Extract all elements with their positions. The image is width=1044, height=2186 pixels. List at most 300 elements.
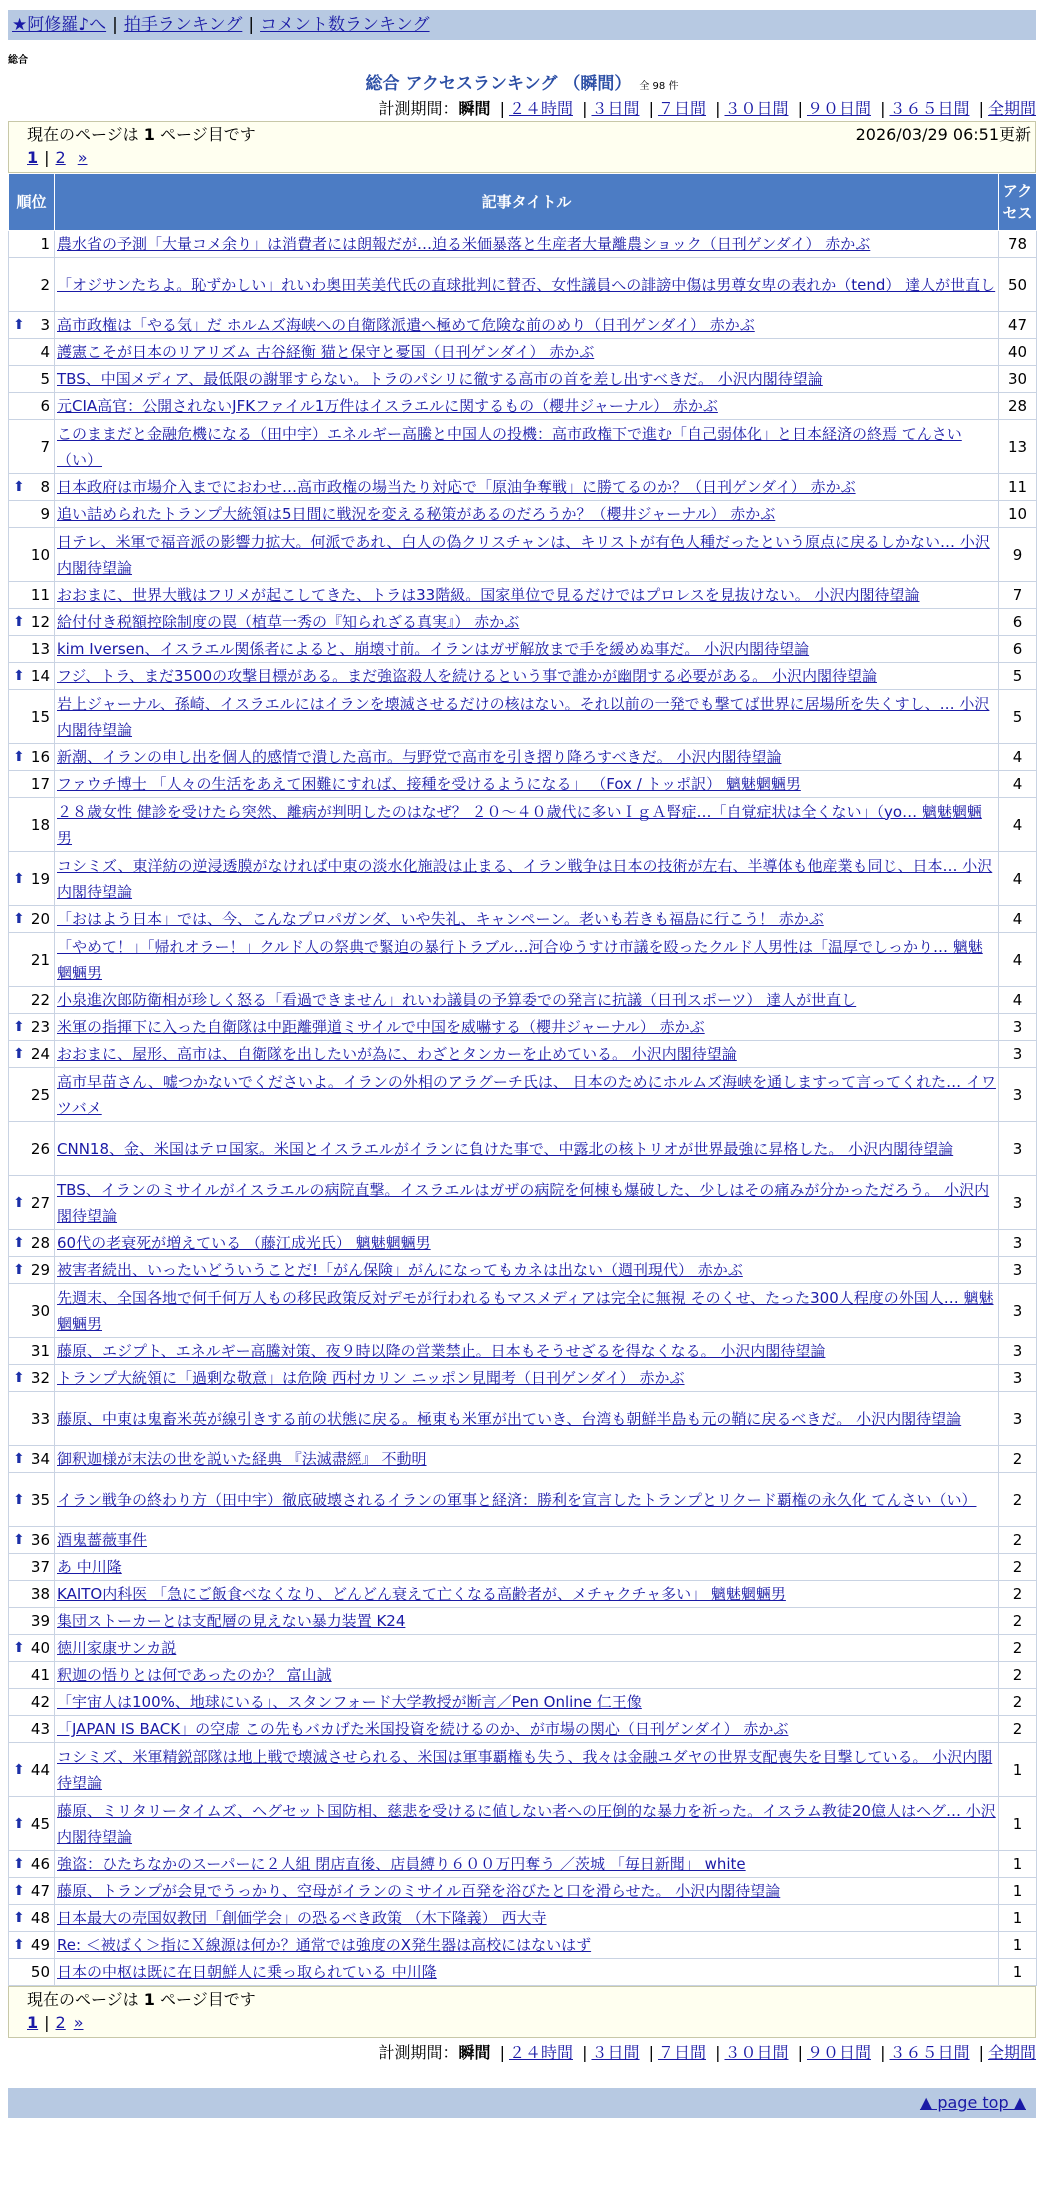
table-row <box>9 987 1037 1014</box>
up-arrow-icon: ⬆ <box>13 1451 25 1467</box>
access-count: 1 <box>999 1797 1037 1851</box>
rank-number: 30 <box>30 1301 50 1320</box>
article-title-link[interactable]: 被害者続出、いったいどういうことだ!「がん保険」がんになってもカネは出ない（週刊現代） 赤かぶ <box>57 1261 743 1279</box>
table-row <box>9 609 1037 636</box>
rank-number: 13 <box>30 640 50 658</box>
up-arrow-icon: ⬆ <box>13 1937 25 1953</box>
rank-cell <box>9 690 55 744</box>
article-title-link[interactable]: 徳川家康サンカ説 <box>57 1639 177 1657</box>
rank-number: 17 <box>30 775 50 793</box>
page-link-current-bottom[interactable]: 1 <box>27 2013 39 2032</box>
title-cell <box>55 582 999 609</box>
table-row <box>9 1581 1037 1608</box>
page-status: 現在のページは 1 ページ目です <box>27 125 256 144</box>
title-cell <box>55 1014 999 1041</box>
table-row <box>9 1176 1037 1230</box>
up-arrow-icon: ⬆ <box>13 1019 25 1035</box>
article-title-link[interactable]: 酒鬼薔薇事件 <box>57 1531 148 1549</box>
rank-cell <box>9 1446 55 1473</box>
title-cell <box>55 1284 999 1338</box>
rank-number: 26 <box>30 1139 50 1158</box>
title-cell <box>55 1581 999 1608</box>
table-row <box>9 1365 1037 1392</box>
period-link-all[interactable]: 全期間 <box>987 99 1036 118</box>
article-title-link[interactable]: おおまに、屋形、高市は、自衛隊を出したいが為に、わざとタンカーを止めている。 小沢内閣待望論 <box>57 1045 737 1063</box>
access-count: 5 <box>999 663 1037 690</box>
rank-cell <box>9 1905 55 1932</box>
category-label: 総合 <box>8 55 28 66</box>
access-count: 1 <box>999 1743 1037 1797</box>
rank-number: 40 <box>30 1639 50 1657</box>
table-row <box>9 1230 1037 1257</box>
rank-cell <box>9 771 55 798</box>
rank-cell <box>9 393 55 420</box>
period-selector-bottom: 計測期間：瞬間 | ２４時間 | ３日間 | ７日間 | ３０日間 | ９０日間 | ３６５日間 | 全期間 <box>378 2043 1036 2062</box>
access-count: 2 <box>999 1554 1037 1581</box>
access-count: 3 <box>999 1392 1037 1446</box>
access-count: 3 <box>999 1041 1037 1068</box>
total-count: 全 98 件 <box>639 81 679 92</box>
rank-cell <box>9 987 55 1014</box>
title-cell <box>55 1473 999 1527</box>
table-row <box>9 771 1037 798</box>
access-count: 2 <box>999 1581 1037 1608</box>
up-arrow-icon: ⬆ <box>13 1194 25 1211</box>
table-row <box>9 1851 1037 1878</box>
rank-number: 29 <box>30 1261 50 1279</box>
period-link-3d[interactable]: ３日間 <box>591 99 640 118</box>
rank-number: 4 <box>40 343 50 361</box>
rank-cell <box>9 1176 55 1230</box>
article-title-link[interactable]: CNN18、金、米国はテロ国家。米国とイスラエルがイランに負けた事で、中露北の核トリオが世界最強に昇格した。 小沢内閣待望論 <box>57 1139 954 1158</box>
article-title-link[interactable]: TBS、中国メディア、最低限の謝罪すらない。トラのパシリに徹する高市の首を差し出すべきだ。 小沢内閣待望論 <box>57 370 823 388</box>
rank-number: 14 <box>30 667 50 685</box>
access-count: 2 <box>999 1527 1037 1554</box>
title-cell <box>55 393 999 420</box>
article-title-link[interactable]: 岩上ジャーナル、孫崎、イスラエルにはイランを壊滅させるだけの核はない。それ以前の一発でも撃てば世界に居場所を失くすし、… 小沢内閣待望論 <box>57 694 990 739</box>
page-link-current[interactable]: 1 <box>27 148 39 167</box>
article-title-link[interactable]: 集団ストーカーとは支配層の見えない暴力装置 K24 <box>57 1612 406 1630</box>
title-cell <box>55 1797 999 1851</box>
rank-number: 19 <box>30 869 50 888</box>
title-cell <box>55 663 999 690</box>
access-count: 3 <box>999 1014 1037 1041</box>
rank-cell <box>9 231 55 258</box>
access-count: 3 <box>999 1257 1037 1284</box>
period-label: 計測期間： <box>378 99 459 118</box>
article-title-link[interactable]: 「おはよう日本」では、今、こんなプロパガンダ、いや失礼、キャンペーン。老いも若きも福島に行こう！ 赤かぶ <box>57 910 824 928</box>
up-arrow-icon: ⬆ <box>13 1046 25 1062</box>
table-row <box>9 231 1037 258</box>
rank-number: 38 <box>30 1585 50 1603</box>
title-cell <box>55 1041 999 1068</box>
title-cell <box>55 1365 999 1392</box>
table-row <box>9 933 1037 987</box>
table-row <box>9 1392 1037 1446</box>
access-count: 3 <box>999 1068 1037 1122</box>
rank-cell <box>9 933 55 987</box>
access-column-header: アクセス <box>999 174 1037 231</box>
rank-cell <box>9 582 55 609</box>
article-title-link[interactable]: 日本最大の売国奴教団「創価学会」の恐るべき政策 （木下隆義） 西大寺 <box>57 1909 547 1927</box>
title-cell <box>55 609 999 636</box>
rank-cell <box>9 1122 55 1176</box>
rank-number: 11 <box>30 586 50 604</box>
pagination-bottom <box>8 1986 1036 2038</box>
title-cell <box>55 636 999 663</box>
article-title-link[interactable]: 日本政府は市場介入までにおわせ…高市政権の場当たり対応で「原油争奪戦」に勝てるのか？（日刊ゲンダイ） 赤かぶ <box>57 478 856 496</box>
footer-bar <box>8 2088 1036 2118</box>
table-row <box>9 1041 1037 1068</box>
rank-cell <box>9 1932 55 1959</box>
period-link-7d-bottom[interactable]: ７日間 <box>657 2043 706 2062</box>
rank-cell <box>9 636 55 663</box>
table-row <box>9 528 1037 582</box>
table-row <box>9 1338 1037 1365</box>
article-title-link[interactable]: 日本の中枢は既に在日朝鮮人に乗っ取られている 中川隆 <box>57 1963 437 1981</box>
rank-number: 39 <box>30 1612 50 1630</box>
nav-comment-ranking-link[interactable]: コメント数ランキング <box>260 15 430 35</box>
title-cell <box>55 1878 999 1905</box>
article-title-link[interactable]: このままだと金融危機になる（田中宇）エネルギー高騰と中国人の投機：高市政権下で進む「自己弱体化」と日本経済の終焉 てんさい（い） <box>57 424 962 469</box>
title-cell <box>55 933 999 987</box>
period-link-90d[interactable]: ９０日間 <box>806 99 871 118</box>
title-cell <box>55 1122 999 1176</box>
rank-number: 9 <box>40 505 50 523</box>
table-row <box>9 1527 1037 1554</box>
article-title-link[interactable]: 藤原、ミリタリータイムズ、ヘグセット国防相、慈悲を受けるに値しない者への圧倒的な暴力を祈った。イスラム教徒20億人はヘグ… 小沢内閣待望論 <box>57 1801 996 1846</box>
rank-cell <box>9 852 55 906</box>
rank-column-header: 順位 <box>9 174 55 231</box>
table-row <box>9 474 1037 501</box>
rank-number: 32 <box>30 1369 50 1387</box>
up-arrow-icon: ⬆ <box>13 668 25 684</box>
table-row <box>9 1473 1037 1527</box>
title-cell <box>55 1635 999 1662</box>
access-count: 40 <box>999 339 1037 366</box>
page-link-2[interactable]: 2 <box>55 148 66 167</box>
title-cell <box>55 1689 999 1716</box>
access-count: 6 <box>999 609 1037 636</box>
table-row <box>9 1689 1037 1716</box>
rank-cell <box>9 258 55 312</box>
period-link-365d[interactable]: ３６５日間 <box>889 99 970 118</box>
up-arrow-icon: ⬆ <box>13 911 25 927</box>
table-row <box>9 798 1037 852</box>
access-count: 3 <box>999 1122 1037 1176</box>
access-count: 4 <box>999 852 1037 906</box>
access-count: 7 <box>999 582 1037 609</box>
rank-cell <box>9 339 55 366</box>
access-count: 30 <box>999 366 1037 393</box>
rank-cell <box>9 474 55 501</box>
title-cell <box>55 312 999 339</box>
table-row <box>9 1122 1037 1176</box>
up-arrow-icon: ⬆ <box>13 1262 25 1278</box>
table-row <box>9 420 1037 474</box>
article-title-link[interactable]: 高市政権は「やる気」だ ホルムズ海峡への自衛隊派遣へ極めて危険な前のめり（日刊ゲンダイ） 赤かぶ <box>57 316 755 334</box>
article-title-link[interactable]: 釈迦の悟りとは何であったのか？ 富山誠 <box>57 1666 332 1684</box>
title-cell <box>55 1932 999 1959</box>
up-arrow-icon: ⬆ <box>13 1910 25 1926</box>
table-row <box>9 906 1037 933</box>
nav-applause-ranking-link[interactable]: 拍手ランキング <box>123 15 243 35</box>
table-row <box>9 501 1037 528</box>
page-top-link[interactable]: ▲ page top ▲ <box>919 2093 1026 2112</box>
article-title-link[interactable]: 護憲こそが日本のリアリズム 古谷経衡 猫と保守と憂国（日刊ゲンダイ） 赤かぶ <box>57 343 595 361</box>
access-count: 3 <box>999 1365 1037 1392</box>
period-link-24h[interactable]: ２４時間 <box>508 99 573 118</box>
rank-cell <box>9 1527 55 1554</box>
access-count: 1 <box>999 1959 1037 1986</box>
period-link-365d-bottom[interactable]: ３６５日間 <box>889 2043 970 2062</box>
access-count: 6 <box>999 636 1037 663</box>
table-row <box>9 582 1037 609</box>
access-count: 2 <box>999 1716 1037 1743</box>
article-title-link[interactable]: あ 中川隆 <box>57 1558 122 1576</box>
rank-number: 37 <box>30 1558 50 1576</box>
up-arrow-icon: ⬆ <box>13 1235 25 1251</box>
rank-number: 1 <box>40 235 50 253</box>
article-title-link[interactable]: 藤原、エジプト、エネルギー高騰対策、夜９時以降の営業禁止。日本もそうせざるを得なくなる。 小沢内閣待望論 <box>57 1342 826 1360</box>
article-title-link[interactable]: KAITO内科医 「急にご飯食べなくなり、どんどん衰えて亡くなる高齢者が、メチャクチャ多い」 魑魅魍魎男 <box>57 1585 786 1603</box>
rank-cell <box>9 1014 55 1041</box>
access-count: 4 <box>999 744 1037 771</box>
rank-number: 36 <box>30 1531 50 1549</box>
access-count: 4 <box>999 933 1037 987</box>
rank-cell <box>9 1257 55 1284</box>
nav-separator: | <box>248 15 255 35</box>
period-link-30d-bottom[interactable]: ３０日間 <box>724 2043 789 2062</box>
rank-cell <box>9 1608 55 1635</box>
table-row <box>9 1554 1037 1581</box>
title-cell <box>55 1743 999 1797</box>
rank-number: 34 <box>30 1450 50 1468</box>
rank-cell <box>9 1635 55 1662</box>
page-next-link[interactable]: » <box>77 148 88 167</box>
title-cell <box>55 1662 999 1689</box>
title-cell <box>55 771 999 798</box>
access-count: 28 <box>999 393 1037 420</box>
rank-cell <box>9 1851 55 1878</box>
top-navigation <box>8 10 1036 40</box>
rank-number: 31 <box>30 1342 50 1360</box>
period-link-30d[interactable]: ３０日間 <box>724 99 789 118</box>
access-count: 78 <box>999 231 1037 258</box>
up-arrow-icon: ⬆ <box>13 1883 25 1899</box>
rank-number: 15 <box>30 707 50 726</box>
article-title-link[interactable]: ファウチ博士 「人々の生活をあえて困難にすれば、接種を受けるようになる」 （Fox / トッポ訳） 魑魅魍魎男 <box>57 775 801 793</box>
page-title: 総合 アクセスランキング （瞬間） <box>365 74 632 94</box>
article-title-link[interactable]: イラン戦争の終わり方（田中宇）徹底破壊されるイランの軍事と経済：勝利を宣言したトランプとリクード覇権の永久化 てんさい（い） <box>57 1490 977 1509</box>
table-row <box>9 690 1037 744</box>
up-arrow-icon: ⬆ <box>13 1815 25 1832</box>
title-cell <box>55 1527 999 1554</box>
rank-cell <box>9 1554 55 1581</box>
period-link-7d[interactable]: ７日間 <box>657 99 706 118</box>
table-row <box>9 312 1037 339</box>
access-count: 10 <box>999 501 1037 528</box>
article-title-link[interactable]: コシミズ、米軍精鋭部隊は地上戦で壊滅させられる、米国は軍事覇権も失う、我々は金融ユダヤの世界支配喪失を目撃している。 小沢内閣待望論 <box>57 1747 993 1792</box>
rank-number: 3 <box>40 316 50 334</box>
period-link-all-bottom[interactable]: 全期間 <box>987 2043 1036 2062</box>
article-title-link[interactable]: フジ、トラ、まだ3500の攻撃目標がある。まだ強盗殺人を続けるという事で誰かが幽閉する必要がある。 小沢内閣待望論 <box>57 667 877 685</box>
rank-cell <box>9 1581 55 1608</box>
article-title-link[interactable]: 先週末、全国各地で何千何万人もの移民政策反対デモが行われるもマスメディアは完全に無視 そのくせ、たった300人程度の外国人… 魑魅魍魎男 <box>57 1288 994 1333</box>
table-row <box>9 258 1037 312</box>
access-count: 2 <box>999 1635 1037 1662</box>
title-cell <box>55 1392 999 1446</box>
title-cell <box>55 528 999 582</box>
table-row <box>9 1014 1037 1041</box>
title-cell <box>55 987 999 1014</box>
rank-cell <box>9 1689 55 1716</box>
rank-cell <box>9 744 55 771</box>
title-cell <box>55 690 999 744</box>
rank-number: 8 <box>40 478 50 496</box>
title-cell <box>55 1554 999 1581</box>
article-title-link[interactable]: 60代の老衰死が増えている （藤江成光氏） 魑魅魍魎男 <box>57 1234 431 1252</box>
table-row <box>9 1743 1037 1797</box>
article-title-link[interactable]: 元CIA高官：公開されないJFKファイル1万件はイスラエルに関するもの（櫻井ジャーナル） 赤かぶ <box>57 397 718 415</box>
title-cell <box>55 474 999 501</box>
article-title-link[interactable]: 藤原、中東は鬼畜米英が線引きする前の状態に戻る。極東も米軍が出ていき、台湾も朝鮮半島も元の鞘に戻るべきだ。 小沢内閣待望論 <box>57 1409 962 1428</box>
access-count: 5 <box>999 690 1037 744</box>
title-cell <box>55 798 999 852</box>
page-link-2-bottom[interactable]: 2 <box>55 2013 66 2032</box>
table-row <box>9 1959 1037 1986</box>
table-row <box>9 636 1037 663</box>
rank-cell <box>9 1284 55 1338</box>
period-link-3d-bottom[interactable]: ３日間 <box>591 2043 640 2062</box>
table-row <box>9 852 1037 906</box>
table-row <box>9 1446 1037 1473</box>
article-title-link[interactable]: 「やめて！」「帰れオラー！」クルド人の祭典で緊迫の暴行トラブル…河合ゆうすけ市議を殴ったクルド人男性は「温厚でしっかり… 魑魅魍魎男 <box>57 937 983 982</box>
article-title-link[interactable]: 新潮、イランの申し出を個人的感情で潰した高市。与野党で高市を引き摺り降ろすべきだ。 小沢内閣待望論 <box>57 748 782 766</box>
title-cell <box>55 1257 999 1284</box>
table-row <box>9 663 1037 690</box>
access-count: 4 <box>999 771 1037 798</box>
article-title-link[interactable]: 給付付き税額控除制度の罠（植草一秀の『知られざる真実』） 赤かぶ <box>57 613 520 631</box>
table-row <box>9 1662 1037 1689</box>
article-title-link[interactable]: kim Iversen、イスラエル関係者によると、崩壊寸前。イランはガザ解放まで手を緩めぬ事だ。 小沢内閣待望論 <box>57 640 810 658</box>
rank-number: 16 <box>30 748 50 766</box>
table-row <box>9 744 1037 771</box>
table-row <box>9 1257 1037 1284</box>
rank-number: 5 <box>40 370 50 388</box>
article-title-link[interactable]: 御釈迦様が末法の世を説いた経典 『法滅盡經』 不動明 <box>57 1450 427 1468</box>
title-cell <box>55 852 999 906</box>
table-row <box>9 1932 1037 1959</box>
rank-number: 7 <box>40 437 50 456</box>
rank-cell <box>9 501 55 528</box>
rank-cell <box>9 1797 55 1851</box>
article-title-link[interactable]: 高市早苗さん、嘘つかないでくださいよ。イランの外相のアラグーチ氏は、 日本のためにホルムズ海峡を通しますって言ってくれた… イワツバメ <box>57 1072 996 1117</box>
page-next-link-bottom[interactable]: » <box>73 2013 84 2032</box>
rank-number: 48 <box>30 1909 50 1927</box>
title-cell <box>55 744 999 771</box>
article-title-link[interactable]: TBS、イランのミサイルがイスラエルの病院直撃。イスラエルはガザの病院を何棟も爆破した、少しはその痛みが分かっただろう。 小沢内閣待望論 <box>57 1180 990 1225</box>
article-title-link[interactable]: おおまに、世界大戦はフリメが起こしてきた、トラは33階級。国家単位で見るだけではプロレスを見抜けない。 小沢内閣待望論 <box>57 586 920 604</box>
up-arrow-icon: ⬆ <box>13 749 25 765</box>
up-arrow-icon: ⬆ <box>13 870 25 887</box>
period-selector: 計測期間：瞬間 | ２４時間 | ３日間 | ７日間 | ３０日間 | ９０日間 | ３６５日間 | 全期間 <box>378 99 1036 118</box>
period-link-90d-bottom[interactable]: ９０日間 <box>806 2043 871 2062</box>
access-count: 4 <box>999 906 1037 933</box>
article-title-link[interactable]: 農水省の予測「大量コメ余り」は消費者には朗報だが…迫る米価暴落と生産者大量離農ショック（日刊ゲンダイ） 赤かぶ <box>57 235 871 253</box>
table-row <box>9 1284 1037 1338</box>
article-title-link[interactable]: 追い詰められたトランプ大統領は5日間に戦況を変える秘策があるのだろうか？（櫻井ジャーナル） 赤かぶ <box>57 505 776 523</box>
period-link-24h-bottom[interactable]: ２４時間 <box>508 2043 573 2062</box>
article-title-link[interactable]: 藤原、トランプが会見でうっかり、空母がイランのミサイル百発を浴びたと口を滑らせた。 小沢内閣待望論 <box>57 1882 781 1900</box>
article-title-link[interactable]: ２８歳女性 健診を受けたら突然、離病が判明したのはなぜ？ ２０～４０歳代に多いＩｇＡ腎症…「自覚症状は全くない」（yo… 魑魅魍魎男 <box>57 802 982 847</box>
rank-number: 42 <box>30 1693 50 1711</box>
title-cell <box>55 1176 999 1230</box>
rank-number: 27 <box>30 1193 50 1212</box>
article-title-link[interactable]: 「JAPAN IS BACK」の空虚 この先もバカげた米国投資を続けるのか、が市場の関心（日刊ゲンダイ） 赤かぶ <box>57 1720 789 1738</box>
ranking-heading <box>0 71 1044 97</box>
title-cell <box>55 1446 999 1473</box>
up-arrow-icon: ⬆ <box>13 1370 25 1386</box>
article-title-link[interactable]: 「宇宙人は100%、地球にいる」、スタンフォード大学教授が断言／Pen Online 仁王像 <box>57 1693 642 1711</box>
rank-number: 25 <box>30 1085 50 1104</box>
up-arrow-icon: ⬆ <box>13 479 25 495</box>
rank-cell <box>9 1068 55 1122</box>
rank-number: 43 <box>30 1720 50 1738</box>
up-arrow-icon: ⬆ <box>13 1532 25 1548</box>
table-row <box>9 339 1037 366</box>
title-cell <box>55 1068 999 1122</box>
rank-cell <box>9 1338 55 1365</box>
article-title-link[interactable]: 米軍の指揮下に入った自衛隊は中距離弾道ミサイルで中国を威嚇する（櫻井ジャーナル） 赤かぶ <box>57 1018 705 1036</box>
access-count: 50 <box>999 258 1037 312</box>
table-row <box>9 1068 1037 1122</box>
title-column-header: 記事タイトル <box>55 174 999 231</box>
rank-cell <box>9 312 55 339</box>
article-title-link[interactable]: 「オジサンたちよ。恥ずかしい」れいわ奥田芙美代氏の直球批判に賛否、女性議員への誹謗中傷は男尊女卑の表れか（tend） 達人が世直し <box>57 275 996 294</box>
up-arrow-icon: ⬆ <box>13 1640 25 1656</box>
table-row <box>9 1608 1037 1635</box>
ranking-table-body <box>9 231 1037 1986</box>
access-count: 13 <box>999 420 1037 474</box>
rank-number: 45 <box>30 1814 50 1833</box>
article-title-link[interactable]: Re: ＜被ばく＞指にＸ線源は何か？通常では強度のX発生器は高校にはないはず <box>57 1936 592 1954</box>
nav-separator: | <box>112 15 118 35</box>
title-cell <box>55 1905 999 1932</box>
article-title-link[interactable]: 日テレ、米軍で福音派の影響力拡大。何派であれ、白人の偽クリスチャンは、キリストが有色人種だったという原点に戻るしかない… 小沢内閣待望論 <box>57 532 990 577</box>
up-arrow-icon: ⬆ <box>13 1856 25 1872</box>
rank-number: 47 <box>30 1882 50 1900</box>
article-title-link[interactable]: 小泉進次郎防衛相が珍しく怒る「看過できません」れいわ議員の予算委での発言に抗議（日刊スポーツ） 達人が世直し <box>57 991 857 1009</box>
rank-number: 22 <box>30 991 50 1009</box>
article-title-link[interactable]: コシミズ、東洋紡の逆浸透膜がなければ中東の淡水化施設は止まる、イラン戦争は日本の技術が左右、半導体も他産業も同じ、日本… 小沢内閣待望論 <box>57 856 993 901</box>
page-status-bottom: 現在のページは 1 ページ目です <box>27 1990 256 2009</box>
title-cell <box>55 1338 999 1365</box>
title-cell <box>55 501 999 528</box>
title-cell <box>55 258 999 312</box>
table-row <box>9 1905 1037 1932</box>
article-title-link[interactable]: トランプ大統領に「過剰な敬意」は危険 西村カリン ニッポン見聞考（日刊ゲンダイ） 赤かぶ <box>57 1369 685 1387</box>
article-title-link[interactable]: 強盗：ひたちなかのスーパーに２人組 閉店直後、店員縛り６００万円奪う ／茨城 「毎日新聞」 white <box>57 1855 746 1873</box>
table-row <box>9 1878 1037 1905</box>
access-count: 2 <box>999 1446 1037 1473</box>
pagination-top <box>8 121 1036 173</box>
access-count: 2 <box>999 1689 1037 1716</box>
title-cell <box>55 1959 999 1986</box>
rank-number: 10 <box>30 545 50 564</box>
nav-asyura-link[interactable]: ★阿修羅♪へ <box>12 15 107 35</box>
rank-number: 49 <box>30 1936 50 1954</box>
